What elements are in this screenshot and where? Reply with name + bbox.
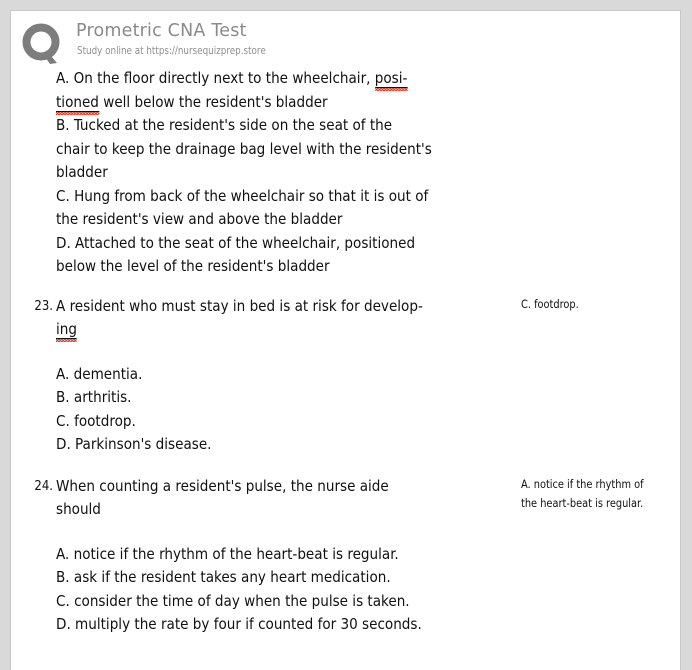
option-letter: B. — [56, 116, 74, 134]
option-line[interactable] — [56, 138, 483, 162]
option-line[interactable] — [56, 161, 483, 185]
question-block — [11, 295, 680, 457]
option-letter: A. — [56, 69, 74, 87]
page-title: Prometric CNA Test — [76, 21, 247, 41]
option-line[interactable] — [56, 232, 483, 256]
answer-key-line: A. notice if the rhythm of — [521, 476, 644, 491]
option-line[interactable]: B. ask if the resident takes any heart medication. — [56, 568, 391, 586]
option-text: Attached to the seat of the wheelchair, positioned — [75, 233, 416, 252]
questions-container — [11, 67, 680, 637]
brand-subtitle: Study online at https://nursequizprep.store — [77, 45, 266, 57]
option-line[interactable] — [56, 185, 483, 209]
question-number: 23. — [34, 298, 53, 314]
question-block — [11, 67, 680, 279]
question-block — [11, 475, 680, 637]
option-line[interactable]: C. footdrop. — [56, 411, 136, 430]
option-text: bladder — [56, 163, 108, 181]
option-text: the resident's view and above the bladder — [56, 210, 343, 228]
option-list — [56, 543, 483, 637]
answer-key-line: the heart-beat is regular. — [521, 495, 644, 510]
option-line[interactable]: A. dementia. — [56, 364, 143, 383]
spellcheck-word: ing — [56, 320, 77, 338]
option-text: Tucked at the resident's side on the seat of the — [73, 116, 393, 134]
question-stem-line: A resident who must stay in bed is at risk for develop- — [56, 296, 423, 315]
question-stem-line — [56, 318, 483, 342]
question-stem-line: When counting a resident's pulse, the nurse aide — [56, 476, 389, 495]
question-body — [56, 295, 483, 457]
option-line[interactable]: A. notice if the rhythm of the heart-beat is regular. — [56, 544, 399, 563]
option-line[interactable]: D. multiply the rate by four if counted for 30 seconds. — [56, 615, 422, 633]
option-text: well below the resident's bladder — [98, 92, 328, 111]
question-stem-line: should — [56, 500, 101, 518]
option-list — [56, 67, 483, 279]
option-line[interactable]: D. Parkinson's disease. — [56, 435, 212, 453]
option-list — [56, 363, 483, 457]
spellcheck-word: posi- — [374, 69, 408, 87]
option-text: chair to keep the drainage bag level with the resident's — [56, 139, 432, 158]
option-letter: D. — [56, 233, 76, 252]
answer-key — [521, 475, 676, 513]
question-body — [56, 475, 483, 637]
spellcheck-word: tioned — [56, 92, 99, 111]
option-line[interactable] — [56, 255, 483, 279]
question-number: 24. — [34, 478, 53, 494]
option-line[interactable]: C. consider the time of day when the pulse is taken. — [56, 591, 410, 610]
option-line[interactable] — [56, 91, 483, 115]
option-line[interactable] — [56, 114, 483, 138]
option-text: below the level of the resident's bladder — [56, 257, 330, 275]
option-line[interactable] — [56, 208, 483, 232]
option-text: Hung from back of the wheelchair so that it is out of — [74, 186, 429, 205]
option-letter: C. — [56, 186, 75, 205]
question-body — [56, 67, 483, 279]
option-line[interactable] — [56, 67, 483, 91]
option-line[interactable]: B. arthritis. — [56, 388, 132, 406]
answer-key — [521, 295, 676, 314]
answer-key-line: C. footdrop. — [521, 296, 579, 311]
option-text: On the floor directly next to the wheelchair, — [73, 69, 375, 87]
quiz-q-logo-icon — [21, 23, 65, 67]
document-page-sheet — [10, 10, 681, 670]
